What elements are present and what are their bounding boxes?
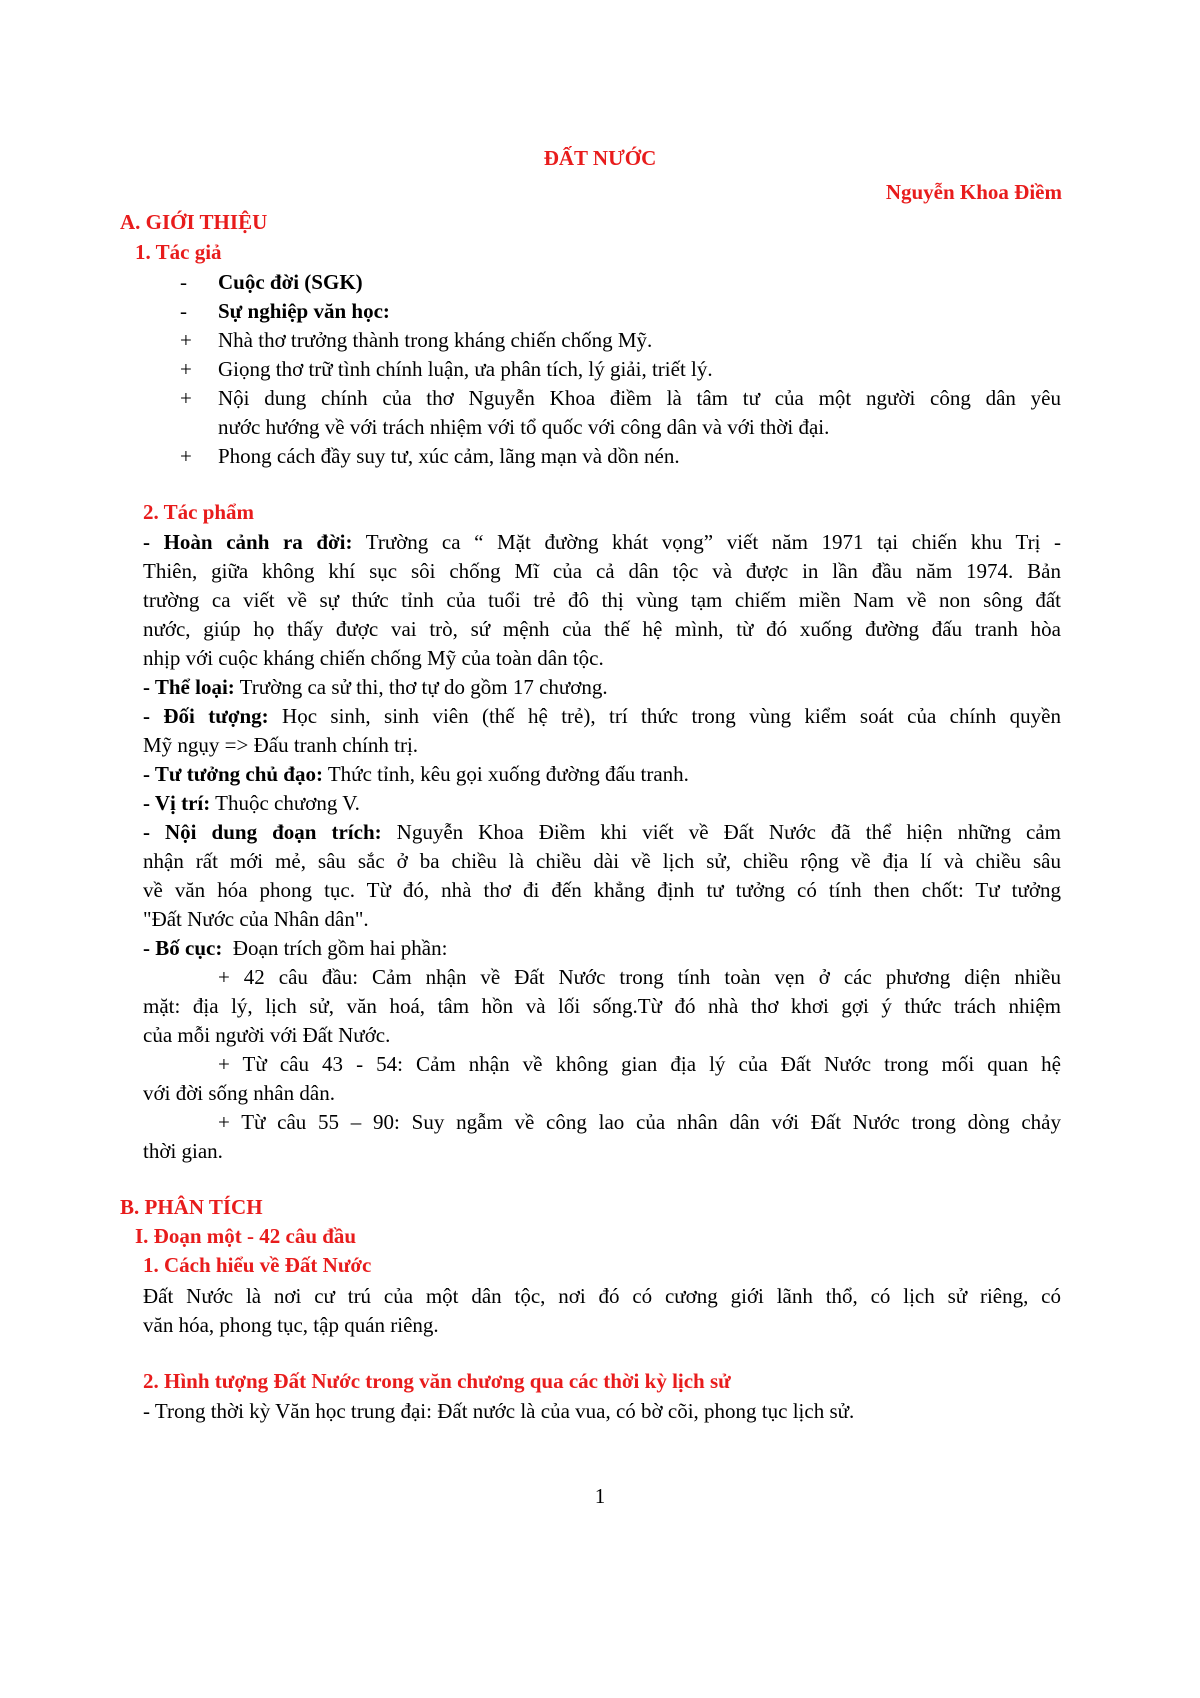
field-text: Thức tỉnh, kêu gọi xuống đường đấu tranh. [327,762,689,786]
paragraph-line: với đời sống nhân dân. [143,1081,335,1105]
field-label: - Bố cục: [143,936,223,960]
paragraph-line [143,934,447,962]
field-text: Học sinh, sinh viên (thế hệ trẻ), trí thức trong vùng kiểm soát của chính quyền [282,704,1062,728]
list-item: Sự nghiệp văn học: [218,299,390,323]
list-item: Cuộc đời (SGK) [218,270,363,294]
field-label: - Tư tưởng chủ đạo: [143,762,323,786]
tac-pham-heading: 2. Tác phẩm [143,500,255,524]
list-item: Giọng thơ trữ tình chính luận, ưa phân tích, lý giải, triết lý. [218,357,713,381]
field-label: - Hoàn cảnh ra đời: [143,530,353,554]
paragraph-line [143,789,360,817]
field-text: Trường ca sử thi, thơ tự do gồm 17 chương. [239,675,608,699]
paragraph-line: + Từ câu 55 – 90: Suy ngẫm về công lao của nhân dân với Đất Nước trong dòng chảy [218,1110,1061,1134]
field-label: - Đối tượng: [143,704,269,728]
paragraph-line: - Trong thời kỳ Văn học trung đại: Đất nước là của vua, có bờ cõi, phong tục lịch sử. [143,1399,855,1423]
list-marker: + [180,357,192,381]
list-item-continuation: nước hướng về với trách nhiệm với tổ quốc với công dân và với thời đại. [218,415,830,439]
paragraph-line: trường ca viết về sự thức tỉnh của tuổi trẻ đô thị vùng tạm chiếm miền Nam về non sông đất [143,588,1061,612]
paragraph-line [143,673,608,701]
paragraph-line: + 42 câu đầu: Cảm nhận về Đất Nước trong tính toàn vẹn ở các phương diện nhiều [218,965,1061,989]
list-marker: - [180,270,187,294]
paragraph-line: "Đất Nước của Nhân dân". [143,907,369,931]
paragraph-line: nước, giúp họ thấy được vai trò, sứ mệnh của thế hệ mình, từ đó xuống đường đấu tranh hòa [143,617,1061,641]
list-marker: + [180,444,192,468]
tac-gia-heading: 1. Tác giả [135,240,222,264]
section-b-heading: B. PHÂN TÍCH [120,1195,263,1219]
list-marker: + [180,386,192,410]
section-a-heading: A. GIỚI THIỆU [120,210,268,234]
list-marker: - [180,299,187,323]
paragraph-line [143,818,1061,846]
paragraph-line [143,528,1061,556]
field-text: Nguyễn Khoa Điềm khi viết về Đất Nước đã thể hiện những cảm [396,820,1062,844]
field-text: Đoạn trích gồm hai phần: [232,936,448,960]
paragraph-line: của mỗi người với Đất Nước. [143,1023,391,1047]
list-item: Nội dung chính của thơ Nguyễn Khoa điềm là tâm tư của một người công dân yêu [218,386,1061,410]
page-number: 1 [594,1484,606,1508]
paragraph-line: về văn hóa phong tục. Từ đó, nhà thơ đi đến khẳng định tư tưởng có tính then chốt: Tư tưởng [143,878,1061,902]
paragraph-line: Thiên, giữa không khí sục sôi chống Mĩ của cả dân tộc và được in lần đầu năm 1974. Bản [143,559,1061,583]
author-name: Nguyễn Khoa Điềm [885,180,1062,204]
paragraph-line: Đất Nước là nơi cư trú của một dân tộc, nơi đó có cương giới lãnh thổ, có lịch sử riêng, có [143,1284,1061,1308]
list-item: Nhà thơ trưởng thành trong kháng chiến chống Mỹ. [218,328,653,352]
subsection-heading: 1. Cách hiểu về Đất Nước [143,1253,372,1277]
part-one-heading: I. Đoạn một - 42 câu đầu [135,1224,357,1248]
list-marker: + [180,328,192,352]
page-title: ĐẤT NƯỚC [543,146,657,170]
subsection-heading: 2. Hình tượng Đất Nước trong văn chương qua các thời kỳ lịch sử [143,1369,731,1393]
field-text: Trường ca “ Mặt đường khát vọng” viết năm 1971 tại chiến khu Trị - [365,530,1061,554]
list-item: Phong cách đầy suy tư, xúc cảm, lãng mạn và dồn nén. [218,444,680,468]
field-label: - Vị trí: [143,791,211,815]
field-label: - Thể loại: [143,675,235,699]
paragraph-line: văn hóa, phong tục, tập quán riêng. [143,1313,439,1337]
paragraph-line: nhịp với cuộc kháng chiến chống Mỹ của toàn dân tộc. [143,646,604,670]
paragraph-line: thời gian. [143,1139,223,1163]
paragraph-line [143,760,689,788]
paragraph-line: nhận rất mới mẻ, sâu sắc ở ba chiều là chiều dài về lịch sử, chiều rộng về địa lí và chiều sâu [143,849,1061,873]
paragraph-line [143,702,1061,730]
paragraph-line: + Từ câu 43 - 54: Cảm nhận về không gian địa lý của Đất Nước trong mối quan hệ [218,1052,1061,1076]
paragraph-line: Mỹ ngụy => Đấu tranh chính trị. [143,733,419,757]
field-label: - Nội dung đoạn trích: [143,820,382,844]
field-text: Thuộc chương V. [215,791,360,815]
paragraph-line: mặt: địa lý, lịch sử, văn hoá, tâm hồn và lối sống.Từ đó nhà thơ khơi gợi ý thức trách nhiệm [143,994,1061,1018]
